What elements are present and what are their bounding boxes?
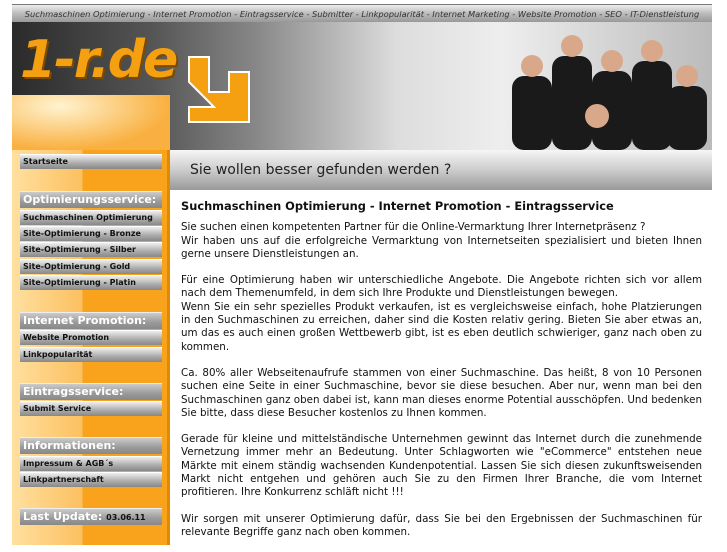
paragraph: Sie suchen einen kompetenten Partner für die Online-Vermarktung Ihrer Internetpräsenz ? Wir haben uns auf die erfolgreiche Vermarktung von Internetseiten spezialisiert und bieten Ihnen gerne unsere Dienstleistungen an. — [181, 221, 702, 260]
last-update-label: Last Update: — [23, 510, 103, 523]
paragraph: Ca. 80% aller Webseitenaufrufe stammen von einer Suchmaschine. Das heißt, 8 von 10 Personen suchen eine Seite in einer Suchmaschine, bevor sie diese besuchen. Aber nur, wenn man bei den Suchmaschinen ganz oben dabei ist, kann man dieses enorme Potential ausschöpfen. Und bedenken Sie bitte, dass diese Besucher kostenlos zu Ihnen kommen. — [181, 366, 702, 419]
nav-startseite[interactable]: Startseite — [20, 154, 162, 169]
nav-impressum[interactable]: Impressum & AGB´s — [20, 456, 162, 471]
paragraph: Gerade für kleine und mittelständische Unternehmen gewinnt das Internet durch die zunehmende Vernetzung immer mehr an Bedeutung. Unter Schlagworten wie "eCommerce" entstehen neue Märkte mit einem ständig wachsenden Kundenpotential. Lassen Sie sich diesen zukunftsweisenden Markt nicht entgehen und gehören auch Sie zu den Firmen Ihrer Branche, die vom Internet profitieren. Ihre Konkurrenz schläft nicht !!! — [181, 433, 702, 499]
business-team-photo — [492, 26, 712, 150]
nav-silber[interactable]: Site-Optimierung - Silber — [20, 242, 162, 257]
last-update — [20, 508, 162, 525]
slogan-bar: Sie wollen besser gefunden werden ? — [170, 150, 712, 190]
section-eintragsservice: Eintragsservice: — [20, 383, 162, 400]
paragraph: Wir sorgen mit unserer Optimierung dafür, dass Sie bei den Ergebnissen der Suchmaschinen für relevante Begriffe ganz nach oben kommen. — [181, 512, 702, 538]
nav-website-promotion[interactable]: Website Promotion — [20, 330, 162, 345]
sidebar-glow — [12, 95, 170, 150]
section-informationen: Informationen: — [20, 437, 162, 454]
top-keyword-bar: Suchmaschinen Optimierung - Internet Promotion - Eintragsservice - Submitter - Linkpopularität - Internet Marketing - Website Promotion - SEO - IT-Dienstleistung — [12, 4, 712, 22]
nav-platin[interactable]: Site-Optimierung - Platin — [20, 275, 162, 290]
site-logo[interactable]: 1-r.de — [20, 30, 177, 90]
arrow-icon — [184, 52, 254, 127]
nav-submit-service[interactable]: Submit Service — [20, 401, 162, 416]
main-content — [181, 200, 702, 552]
nav-suchmaschinen-optimierung[interactable]: Suchmaschinen Optimierung — [20, 210, 162, 225]
last-update-date: 03.06.11 — [106, 513, 146, 522]
nav-gold[interactable]: Site-Optimierung - Gold — [20, 259, 162, 274]
page-title: Suchmaschinen Optimierung - Internet Promotion - Eintragsservice — [181, 199, 614, 213]
nav-bronze[interactable]: Site-Optimierung - Bronze — [20, 226, 162, 241]
nav-linkpopularitaet[interactable]: Linkpopularität — [20, 347, 162, 362]
nav-linkpartnerschaft[interactable]: Linkpartnerschaft — [20, 472, 162, 487]
section-internet-promotion: Internet Promotion: — [20, 312, 162, 329]
section-optimierungsservice: Optimierungsservice: — [20, 191, 162, 208]
paragraph: Für eine Optimierung haben wir unterschiedliche Angebote. Die Angebote richten sich vor allem nach dem Themenumfeld, in dem sich Ihre Produkte und Dienstleistungen bewegen. Wenn Sie ein sehr spezielles Produkt verkaufen, ist es vergleichsweise einfach, hohe Platzierungen in den Suchmaschinen zu erreichen, daher sind die Kosten relativ gering. Bieten Sie aber etwas an, um das es auch einen großen Wettbewerb gibt, ist es eben deutlich schwieriger, ganz nach oben zu kommen. — [181, 274, 702, 353]
